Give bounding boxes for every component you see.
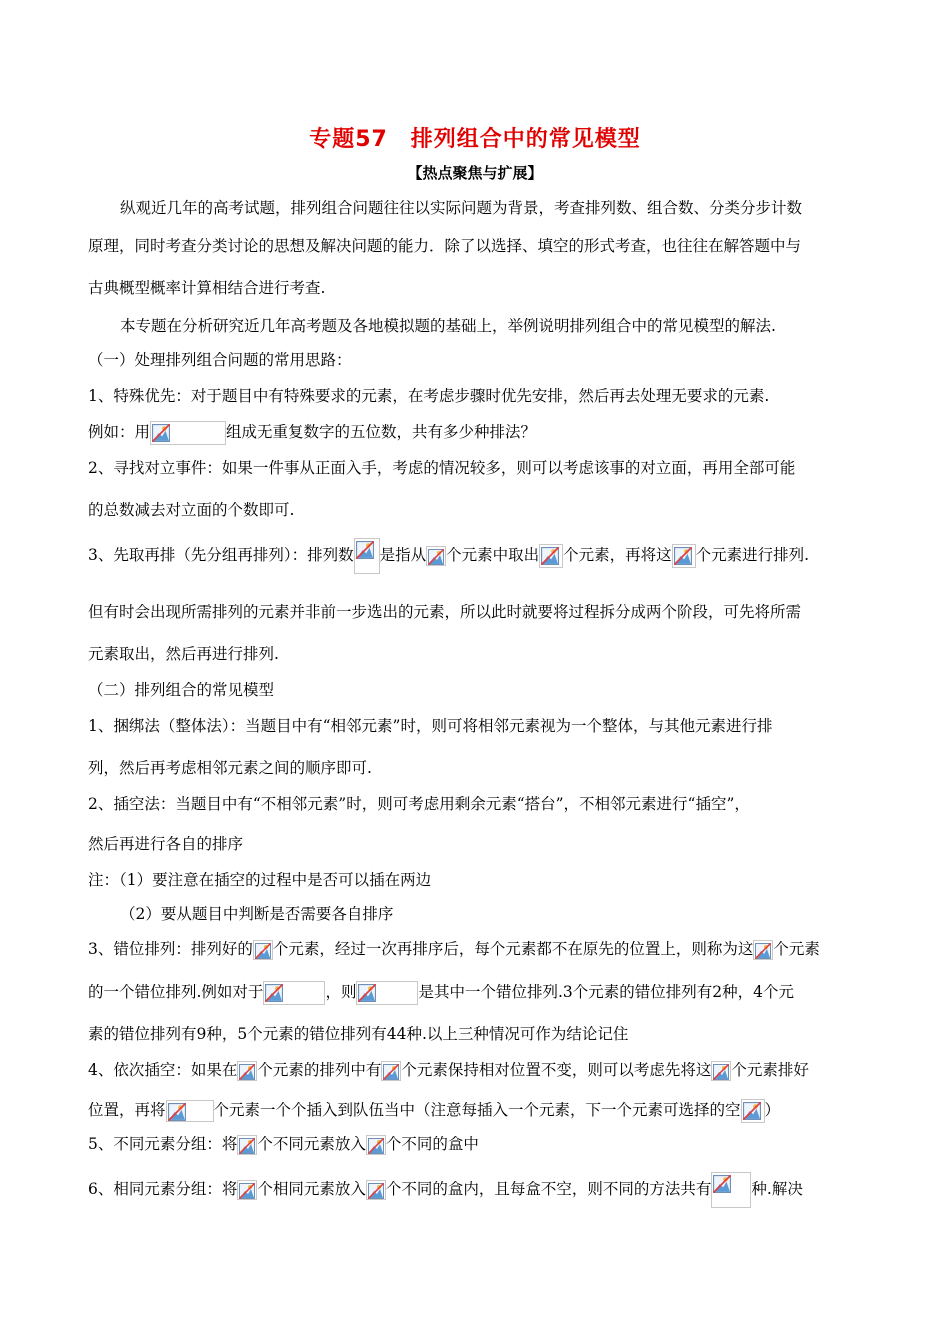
paragraph-line: 1、捆绑法（整体法）：当题目中有“相邻元素”时，则可将相邻元素视为一个整体，与其他元素进行排 [88, 717, 773, 735]
paragraph-line: 本专题在分析研究近几年高考题及各地模拟题的基础上，举例说明排列组合中的常见模型的解法. [120, 317, 776, 335]
text-span: ） [764, 1101, 781, 1119]
formula-image [381, 1061, 401, 1081]
text-span: 个元素保持相对位置不变，则可以考虑先将这 [401, 1061, 712, 1079]
text-span: 5、不同元素分组：将 [88, 1135, 238, 1153]
paragraph-line [88, 1058, 868, 1082]
note-line: 注：（1）要注意在插空的过程中是否可以插在两边 [88, 871, 432, 889]
text-span: 个元素的排列中有 [257, 1061, 382, 1079]
formula-image [356, 981, 418, 1005]
text-span: 的一个错位排列.例如对于 [88, 983, 264, 1001]
page-title: 专题57 排列组合中的常见模型 [309, 127, 641, 152]
text-span: 个相同元素放入 [257, 1180, 366, 1198]
paragraph-line [88, 937, 868, 961]
text-span: 3、错位排列：排列好的 [88, 940, 253, 958]
formula-image [539, 544, 563, 568]
section-heading: （二）排列组合的常见模型 [88, 681, 275, 699]
text-span: 个不同的盒内，且每盒不空，则不同的方法共有 [385, 1180, 712, 1198]
text-span: 是其中一个错位排列.3个元素的错位排列有2种，4个元 [418, 983, 794, 1001]
paragraph-line: 元素取出，然后再进行排列. [88, 645, 279, 663]
note-line: （2）要从题目中判断是否需要各自排序 [120, 905, 394, 923]
formula-image [711, 1061, 731, 1081]
text-span: 4、依次插空：如果在 [88, 1061, 238, 1079]
text-span: 组成无重复数字的五位数，共有多少种排法？ [226, 423, 537, 441]
formula-image [150, 421, 226, 445]
formula-image [237, 1061, 257, 1081]
formula-image [426, 546, 446, 566]
paragraph-line: 古典概型概率计算相结合进行考查. [88, 279, 326, 297]
paragraph-line [88, 1098, 868, 1123]
formula-image [354, 538, 380, 574]
formula-image [366, 1135, 386, 1155]
paragraph-line [88, 538, 868, 574]
paragraph-line: 列，然后再考虑相邻元素之间的顺序即可. [88, 759, 372, 777]
formula-image [253, 940, 273, 960]
text-span: 例如：用 [88, 423, 151, 441]
text-span: 个元素排好 [731, 1061, 809, 1079]
text-span: 6、相同元素分组：将 [88, 1180, 238, 1198]
paragraph-line [88, 980, 868, 1005]
formula-image [741, 1099, 765, 1123]
section-heading: （一）处理排列组合问题的常用思路： [88, 351, 352, 369]
paragraph-line: 素的错位排列有9种，5个元素的错位排列有44种.以上三种情况可作为结论记住 [88, 1025, 629, 1043]
paragraph-line [88, 420, 868, 445]
text-span: 3、先取再排（先分组再排列）：排列数 [88, 546, 354, 564]
formula-image [711, 1172, 751, 1208]
formula-image [237, 1135, 257, 1155]
text-span: 种.解决 [751, 1180, 803, 1198]
formula-image [366, 1180, 386, 1200]
text-span: 位置，再将 [88, 1101, 166, 1119]
formula-image [672, 544, 696, 568]
paragraph-line: 但有时会出现所需排列的元素并非前一步选出的元素，所以此时就要将过程拆分成两个阶段，可先将所需 [88, 603, 802, 621]
text-span: ，则 [325, 983, 357, 1001]
text-span: 个元素 [773, 940, 820, 958]
formula-image [237, 1180, 257, 1200]
formula-image [263, 981, 325, 1005]
text-span: 个元素进行排列. [695, 546, 810, 564]
paragraph-line [88, 1132, 868, 1156]
paragraph-line: 1、特殊优先：对于题目中有特殊要求的元素，在考虑步骤时优先安排，然后再去处理无要求的元素. [88, 387, 770, 405]
text-span: 个元素，经过一次再排序后，每个元素都不在原先的位置上，则称为这 [272, 940, 754, 958]
paragraph-line: 2、寻找对立事件：如果一件事从正面入手，考虑的情况较多，则可以考虑该事的对立面，再用全部可能 [88, 459, 796, 477]
paragraph-line: 纵观近几年的高考试题，排列组合问题往往以实际问题为背景，考查排列数、组合数、分类分步计数 [120, 199, 803, 217]
formula-image [753, 940, 773, 960]
text-span: 是指从 [379, 546, 427, 564]
section-heading: 【热点聚焦与扩展】 [407, 164, 543, 182]
text-span: 个元素一个个插入到队伍当中（注意每插入一个元素，下一个元素可选择的空 [213, 1101, 741, 1119]
formula-image [166, 1100, 214, 1122]
paragraph-line: 原理，同时考查分类讨论的思想及解决问题的能力．除了以选择、填空的形式考查，也往往在解答题中与 [88, 237, 802, 255]
paragraph-line: 然后再进行各自的排序 [88, 835, 244, 853]
text-span: 个元素，再将这 [563, 546, 672, 564]
text-span: 个不同的盒中 [385, 1135, 479, 1153]
text-span: 个不同元素放入 [257, 1135, 366, 1153]
paragraph-line [88, 1172, 868, 1208]
paragraph-line: 2、插空法：当题目中有“不相邻元素”时，则可考虑用剩余元素“搭台”，不相邻元素进行“插空”， [88, 795, 750, 813]
text-span: 个元素中取出 [446, 546, 540, 564]
paragraph-line: 的总数减去对立面的个数即可. [88, 501, 295, 519]
